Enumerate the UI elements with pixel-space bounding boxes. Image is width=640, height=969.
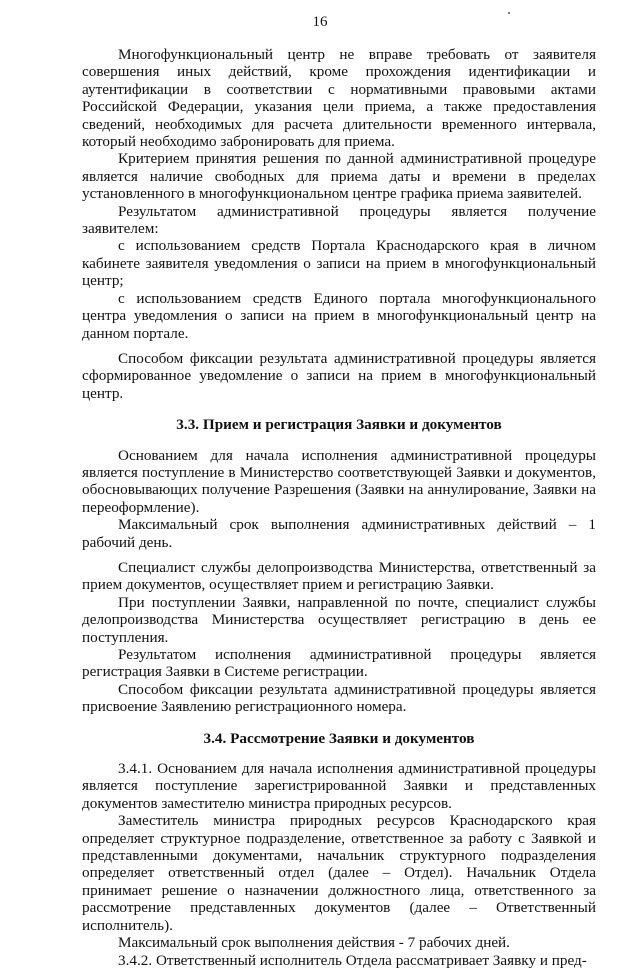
paragraph: Многофункциональный центр не вправе требовать от заявителя совершения иных действий, кроме прохождения идентификации и аутентификации в соответствии с нормативными правовыми актами Российской Федерации, указания цели приема, а также предоставления сведений, необходимых для расчета длительности временного интервала, который необходимо забронировать для приема. bbox=[82, 46, 596, 151]
paragraph: Результатом административной процедуры является получение заявителем: bbox=[82, 202, 596, 238]
paragraph: Максимальный срок выполнения действия - 7 рабочих дней. bbox=[118, 934, 510, 952]
paragraph: Заместитель министра природных ресурсов Краснодарского края определяет структурное подразделение, ответственное за работу с Заявкой и представленными документами, начальник структурного подразделения определяет ответственный отдел (далее – Отдел). Начальник Отдела принимает решение о назначении должностного лица, ответственного за рассмотрение представленных документов (далее – Ответственный исполнитель). bbox=[82, 812, 596, 934]
paragraph: Максимальный срок выполнения административных действий – 1 рабочий день. bbox=[82, 516, 596, 551]
paragraph: Способом фиксации результата административной процедуры является сформированное уведомление о записи на прием в многофункциональный центр. bbox=[82, 349, 596, 402]
scan-speck bbox=[508, 12, 510, 14]
section-heading-3-4: 3.4. Рассмотрение Заявки и документов bbox=[203, 729, 475, 747]
page-number: 16 bbox=[312, 14, 328, 30]
paragraph: При поступлении Заявки, направленной по почте, специалист службы делопроизводства Министерства осуществляет регистрацию в день ее поступления. bbox=[82, 593, 596, 646]
section-heading-3-3: 3.3. Прием и регистрация Заявки и документов bbox=[176, 416, 502, 434]
page-body bbox=[82, 46, 596, 969]
paragraph: Способом фиксации результата административной процедуры является присвоение Заявлению регистрационного номера. bbox=[82, 680, 596, 716]
paragraph: 3.4.2. Ответственный исполнитель Отдела рассматривает Заявку и пред- bbox=[118, 951, 587, 969]
paragraph: Результатом исполнения административной процедуры является регистрация Заявки в Системе регистрации. bbox=[82, 646, 596, 681]
paragraph: с использованием средств Портала Краснодарского края в личном кабинете заявителя уведомления о записи на прием в многофункциональный центр; bbox=[82, 237, 596, 290]
paragraph: Критерием принятия решения по данной административной процедуре является наличие свободных для приема даты и времени в пределах установленного в многофункциональном центре графика приема заявителей. bbox=[82, 150, 596, 203]
paragraph: с использованием средств Единого портала многофункционального центра уведомления о записи на прием в многофункциональный центр на данном портале. bbox=[82, 289, 596, 342]
paragraph: Специалист службы делопроизводства Министерства, ответственный за прием документов, осуществляет прием и регистрацию Заявки. bbox=[82, 558, 596, 594]
paragraph: 3.4.1. Основанием для начала исполнения административной процедуры является поступление зарегистрированной Заявки и представленных документов заместителю министра природных ресурсов. bbox=[82, 760, 596, 812]
paragraph: Основанием для начала исполнения административной процедуры является поступление в Министерство соответствующей Заявки и документов, обосновывающих получение Разрешения (Заявки на аннулирование, Заявки на переоформление). bbox=[82, 446, 596, 516]
